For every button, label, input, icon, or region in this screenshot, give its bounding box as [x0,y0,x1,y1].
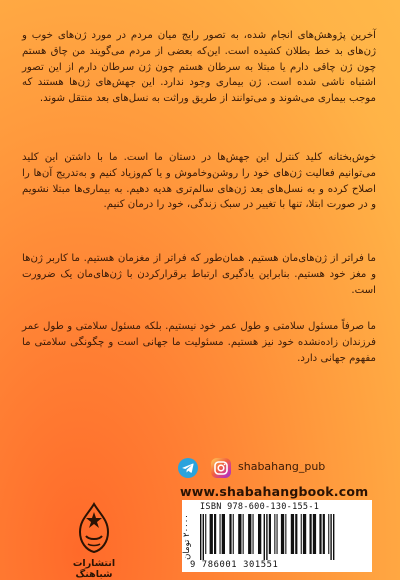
barcode-bar [222,514,225,554]
barcode-bar [330,514,331,560]
barcode-bars [200,514,364,560]
barcode-bar [333,514,334,560]
barcode-bar [264,514,265,560]
blurb-paragraph-3: ما فراتر از ژن‌های‌مان هستیم. همان‌طور که فراتر از مغزمان هستیم. ما کاربر ژن‌ها و مغز خود هستیم. بنابراین یادگیری ارتباط برقرارکردن با ژن‌های‌مان یک ضرورت است. [22,253,376,296]
social-links [178,458,378,478]
telegram-icon[interactable] [178,458,198,478]
barcode-bar [295,514,297,554]
barcode-bar [301,514,302,554]
barcode-bar [323,514,325,554]
blurb-paragraph-4: ما صرفاً مسئول سلامتی و طول عمر خود نیستیم. بلکه مسئول سلامتی و طول عمر فرزندان زاده‌نشده خود نیز هستیم. مسئولیت ما جهانی است و چگونگی سلامتی ما مفهوم جهانی دارد. [22,321,376,364]
barcode-bar [229,514,231,554]
barcode-bar [285,514,286,554]
barcode-bar [203,514,204,560]
barcode-bar [253,514,254,554]
blurb-paragraph-2: خوش‌بختانه کلید کنترل این جهش‌ها در دستان ما است. ما با داشتن این کلید می‌توانیم فعالیت ژن‌های خود را روشن‌وخاموش و یا کم‌وزیاد کنیم و به‌تدریج آن‌ها را اصلاح کرده و به نسل‌های بعد ژن‌های سالم‌تری هدیه دهیم. به بیماری‌ها مبتلا نشویم و در صورت ابتلا، تنها با تغییر در سبک زندگی، خود را درمان کنیم. [22,152,376,211]
blurb-paragraph-1: آخرین پژوهش‌های انجام شده، به تصور رایج میان مردم در مورد ژن‌های خوب و ژن‌های بد خط بطلان کشیده است. این‌که بعضی از مردم می‌گویند من چاق هستم چون ژن چاقی دارم یا مبتلا به سرطان هستم چون ژن سرطان دارم از این تصور اشتباه ناشی شده است. ژن بیماری وجود ندارد. این جهش‌های ژن‌ها هستند که موجب بیماری می‌شوند و می‌توانند از طریق وراثت به نسل‌های بعد منتقل شوند. [22,30,376,105]
barcode-bar [238,514,241,554]
barcode-bar [303,514,306,554]
barcode-bar [313,514,316,554]
barcode-bar [291,514,294,554]
barcode-bar [310,514,312,554]
website-url[interactable]: www.shabahangbook.com [180,484,369,499]
barcode-bar [277,514,278,554]
barcode-bar [281,514,284,554]
price-label: ۲۰۰۰۰ تومان [181,514,192,560]
barcode [182,500,372,572]
barcode-bar [210,514,213,554]
barcode-bar [274,514,275,554]
barcode-bar [220,514,221,554]
instagram-handle[interactable]: shabahang_pub [238,460,326,473]
publisher-logo-mark [58,500,130,558]
barcode-bar [200,514,201,560]
barcode-digits: 9 786001 301551 [190,560,279,570]
barcode-bar [248,514,251,554]
barcode-bar [233,514,234,554]
publisher-logo [58,500,130,580]
barcode-bar [319,514,321,554]
isbn-text: ISBN 978-600-130-155-1 [200,502,320,512]
barcode-bar [269,514,271,554]
barcode-bar [205,514,206,554]
barcode-bar [266,514,267,560]
publisher-name: انتشارات شباهنگ [72,558,116,580]
barcode-bar [214,514,216,554]
instagram-icon[interactable] [211,458,231,478]
barcode-bar [243,514,244,554]
barcode-bar [258,514,261,554]
barcode-bar [328,514,329,554]
